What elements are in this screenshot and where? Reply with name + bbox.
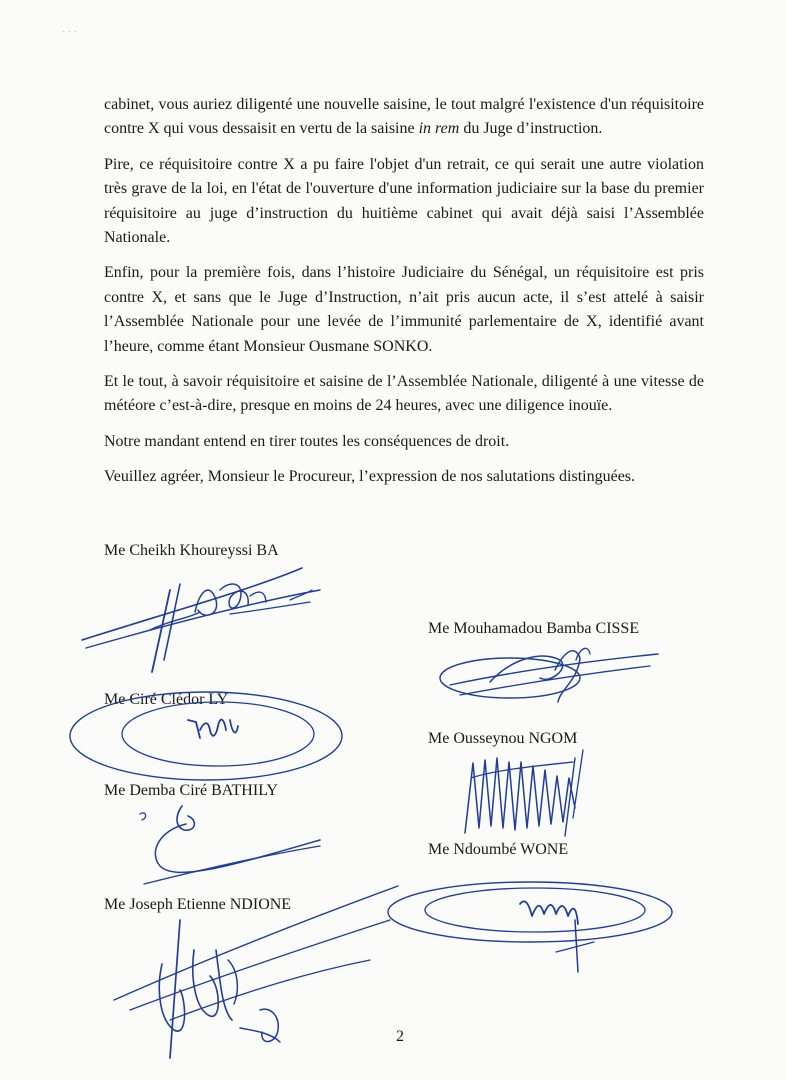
signatory-name-cisse: Me Mouhamadou Bamba CISSE	[428, 620, 640, 637]
signature-cisse	[430, 640, 670, 710]
paragraph-2: Pire, ce réquisitoire contre X a pu faire l'objet d'un retrait, ce qui serait une autre violation très grave de la loi, en l'état de l'ouverture d'une information judiciaire sur la base du premier réquisitoire au juge d’instruction du huitième cabinet qui avait déjà saisi l’Assemblée Nationale.	[104, 155, 704, 247]
signatory-name-ndione: Me Joseph Etienne NDIONE	[104, 896, 292, 913]
signature-ngom	[455, 748, 595, 848]
paragraph-1: cabinet, vous auriez diligenté une nouvelle saisine, le tout malgré l'existence d'un réquisitoire contre X qui vous dessaisit en vertu de la saisine in rem du Juge d’instruction.	[104, 96, 704, 138]
signatory-name-ngom: Me Ousseynou NGOM	[428, 730, 578, 747]
signature-bathily	[120, 800, 330, 890]
signature-wone	[380, 870, 680, 980]
page-number: 2	[396, 1028, 404, 1045]
signature-ndione	[110, 880, 410, 1060]
paragraph-5: Notre mandant entend en tirer toutes les conséquences de droit.	[104, 432, 510, 450]
signature-ly	[68, 680, 348, 790]
signatory-name-bathily: Me Demba Ciré BATHILY	[104, 782, 278, 799]
latin-emphasis: in rem	[418, 120, 460, 138]
paragraph-3: Enfin, pour la première fois, dans l’histoire Judiciaire du Sénégal, un réquisitoire est pris contre X, et sans que le Juge d’Instruction, n’ait pris aucun acte, il s’est attelé à saisir l’Assemblée Nationale pour une levée de l’immunité parlementaire de X, identifié avant l’heure, comme étant Monsieur Ousmane SONKO.	[104, 264, 704, 355]
paragraph-4: Et le tout, à savoir réquisitoire et saisine de l’Assemblée Nationale, diligenté à une vitesse de météore c’est-à-dire, presque en moins de 24 heures, avec une diligence inouïe.	[104, 373, 704, 415]
signature-ba	[80, 560, 330, 680]
signatory-name-ly: Me Ciré Clédor LY	[104, 691, 229, 708]
scan-mark: ˙ ˙ ˙	[62, 30, 77, 41]
letter-body	[104, 93, 704, 490]
signatory-name-wone: Me Ndoumbé WONE	[428, 841, 569, 858]
signatory-name-ba: Me Cheikh Khoureyssi BA	[104, 542, 279, 559]
closing-formula: Veuillez agréer, Monsieur le Procureur, l’expression de nos salutations distinguées.	[104, 468, 636, 486]
